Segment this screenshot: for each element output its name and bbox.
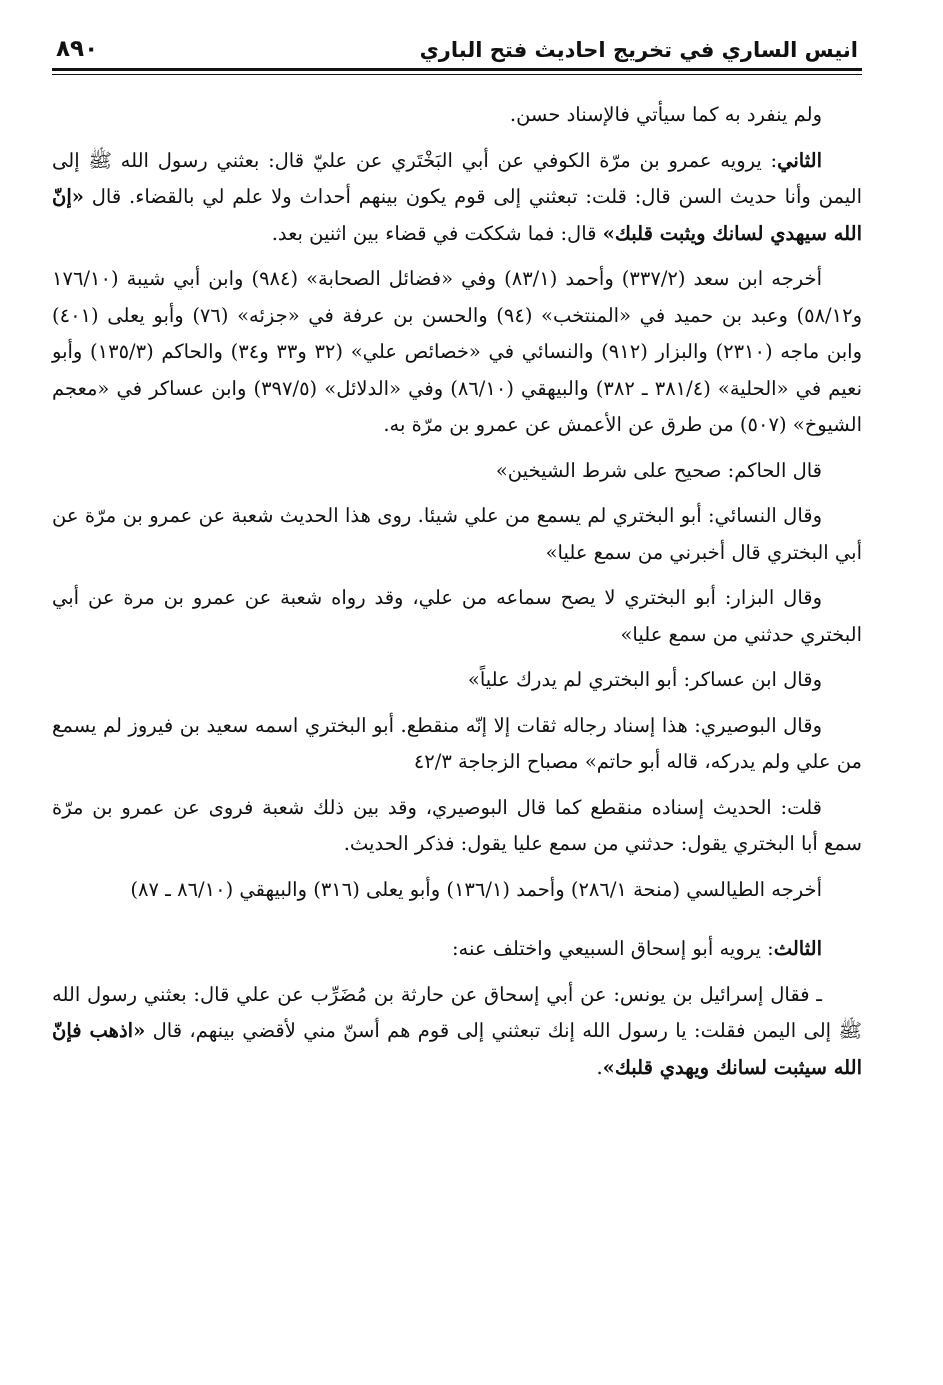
paragraph-segment: : يرويه عمرو بن مرّة الكوفي عن أبي البَخْتَري عن عليّ قال: بعثني رسول الله ﷺ إلى اليمن وأنا حديث السن قال: قلت: تبعثني إلى قوم يكون بينهم أحداث ولا علم لي بالقضاء. قال [52,148,862,208]
paragraph-p4 [52,453,862,490]
paragraph-p3 [52,261,862,444]
paragraph-p6 [52,580,862,653]
header-rule-thick [52,68,862,71]
running-header [52,28,862,62]
paragraph-p5 [52,498,862,571]
paragraph-p1 [52,97,862,134]
paragraph-segment: وقال البوصيري: هذا إسناد رجاله ثقات إلا إنّه منقطع. أبو البختري اسمه سعيد بن فيروز لم يسمع من علي ولم يدركه، قاله أبو حاتم» مصباح الزجاجة ٤٢/٣ [52,713,862,773]
running-title: انيس الساري في تخريج احاديث فتح الباري [419,38,858,62]
paragraph-segment: أخرجه الطيالسي (منحة ٢٨٦/١) وأحمد (١٣٦/١) وأبو يعلى (٣١٦) والبيهقي (٨٦/١٠ ـ ٨٧) [130,877,822,901]
section-spacer [52,917,862,931]
paragraph-segment: أخرجه ابن سعد (٣٣٧/٢) وأحمد (٨٣/١) وفي «فضائل الصحابة» (٩٨٤) وابن أبي شيبة (١٧٦/١٠ و٥٨/١٢) وعبد بن حميد في «المنتخب» (٩٤) والحسن بن عرفة في «جزئه» (٧٦) وأبو يعلى (٤٠١) وابن ماجه (٢٣١٠) والبزار (٩١٢) والنسائي في «خصائص علي» (٣٢ و٣٣ و٣٤) والحاكم (١٣٥/٣) وأبو نعيم في «الحلية» (٣٨١/٤ ـ ٣٨٢) والبيهقي (٨٦/١٠) وفي «الدلائل» (٣٩٧/٥) وابن عساكر في «معجم الشيوخ» (٥٠٧) من طرق عن الأعمش عن عمرو بن مرّة به. [52,267,863,436]
page-number: ٨٩٠ [56,36,99,62]
paragraph-segment: الثالث [773,937,822,960]
paragraph-segment: ولم ينفرد به كما سيأتي فالإسناد حسن. [509,103,822,126]
paragraph-p7 [52,662,862,699]
paragraph-segment: «اذهب فإنّ الله سيثبت لسانك ويهدي قلبك» [52,1019,862,1079]
paragraph-segment: . [596,1055,603,1079]
paragraph-segment: «إنّ الله سيهدي لسانك ويثبت قلبك» [52,185,862,245]
paragraph-segment: قال الحاكم: صحيح على شرط الشيخين» [495,458,822,482]
paragraph-segment: الثاني [777,148,822,172]
paragraph-segment: وقال ابن عساكر: أبو البختري لم يدرك علياً» [467,668,822,691]
paragraph-segment: قال: فما شككت في قضاء بين اثنين بعد. [271,221,603,245]
paragraph-p12 [52,977,862,1087]
body-text [52,97,862,1086]
paragraph-segment: وقال البزار: أبو البختري لا يصح سماعه من علي، وقد رواه شعبة عن عمرو بن مرة عن أبي البختري حدثني من سمع عليا» [52,586,862,646]
paragraph-p11 [52,931,862,968]
header-rule-thin [52,74,862,75]
paragraph-segment: ـ فقال إسرائيل بن يونس: عن أبي إسحاق عن حارثة بن مُضَرِّب عن علي قال: بعثني رسول الله ﷺ إلى اليمن فقلت: يا رسول الله إنك تبعثني إلى قوم هم أسنّ مني لأقضي بينهم، قال [52,982,863,1042]
paragraph-p2 [52,143,862,253]
paragraph-p10 [52,872,862,909]
paragraph-segment: وقال النسائي: أبو البختري لم يسمع من علي شيئا. روى هذا الحديث شعبة عن عمرو بن مرّة عن أبي البختري قال أخبرني من سمع عليا» [52,504,862,564]
paragraph-segment: : يرويه أبو إسحاق السبيعي واختلف عنه: [451,937,774,960]
page [52,28,862,1095]
paragraph-segment: قلت: الحديث إسناده منقطع كما قال البوصيري، وقد بين ذلك شعبة فروى عن عمرو بن مرّة سمع أبا البختري يقول: حدثني من سمع عليا يقول: فذكر الحديث. [52,795,862,855]
paragraph-p9 [52,790,862,863]
paragraph-p8 [52,708,862,781]
